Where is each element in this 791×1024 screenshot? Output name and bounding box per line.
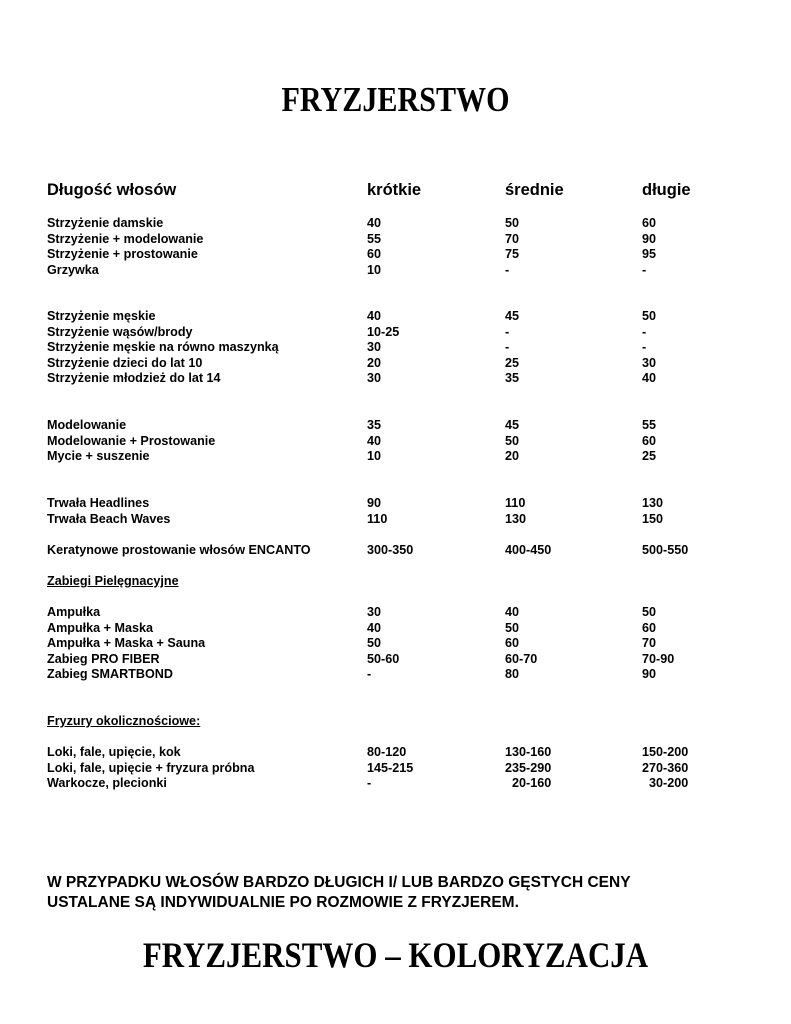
price-row [0, 356, 791, 372]
price-short: 30 [367, 340, 382, 354]
price-short: 90 [367, 496, 382, 510]
price-medium: 25 [505, 355, 520, 370]
price-short: 40 [367, 620, 382, 635]
price-row [0, 543, 791, 559]
price-long: 130 [642, 496, 664, 510]
price-row [0, 371, 791, 387]
price-short: 145-215 [367, 760, 414, 775]
price-row [0, 434, 791, 450]
price-short: 10 [367, 449, 382, 463]
price-medium: 20-160 [512, 776, 552, 790]
service-name: Grzywka [47, 262, 99, 277]
price-row [0, 216, 791, 232]
price-row [0, 496, 791, 512]
price-row [0, 745, 791, 761]
price-long: 50 [642, 309, 657, 323]
price-short: 10-25 [367, 324, 400, 339]
service-name: Loki, fale, upięcie + fryzura próbna [47, 760, 255, 775]
price-short: - [367, 667, 372, 681]
price-row [0, 325, 791, 341]
price-medium: 50 [505, 620, 520, 635]
column-header-row [0, 181, 791, 203]
price-long: 70-90 [642, 651, 675, 666]
service-name: Strzyżenie młodzież do lat 14 [47, 371, 221, 385]
price-medium: 50 [505, 433, 520, 448]
price-long: 150-200 [642, 745, 689, 759]
price-medium: 40 [505, 605, 520, 619]
service-name: Ampułka [47, 605, 101, 619]
price-short: 35 [367, 418, 382, 432]
price-long: 500-550 [642, 543, 689, 557]
service-name: Trwała Headlines [47, 496, 150, 510]
price-long: - [642, 262, 647, 277]
service-name: Strzyżenie + modelowanie [47, 231, 204, 246]
price-short: 40 [367, 216, 382, 230]
price-row [0, 232, 791, 248]
service-name: Strzyżenie męskie na równo maszynką [47, 340, 279, 354]
price-medium: 400-450 [505, 543, 552, 557]
price-short: - [367, 776, 372, 790]
price-row [0, 667, 791, 683]
price-long: 25 [642, 449, 657, 463]
price-long: 40 [642, 371, 657, 385]
price-medium: 235-290 [505, 760, 552, 775]
service-name: Warkocze, plecionki [47, 776, 167, 790]
service-name: Trwała Beach Waves [47, 511, 171, 526]
price-long: 30 [642, 355, 657, 370]
service-name: Zabieg SMARTBOND [47, 667, 173, 681]
price-short: 300-350 [367, 543, 414, 557]
price-long: 270-360 [642, 760, 689, 775]
price-medium: 50 [505, 216, 520, 230]
price-short: 110 [367, 511, 388, 526]
price-short: 20 [367, 355, 382, 370]
price-short: 40 [367, 433, 382, 448]
price-row [0, 340, 791, 356]
price-short: 30 [367, 605, 382, 619]
price-row [0, 776, 791, 792]
price-medium: 45 [505, 309, 520, 323]
price-long: 70 [642, 636, 657, 650]
price-medium: 130 [505, 511, 527, 526]
price-medium: 60-70 [505, 651, 538, 666]
price-medium: 130-160 [505, 745, 552, 759]
price-long: 90 [642, 231, 657, 246]
price-row [0, 652, 791, 668]
care-section-heading: Zabiegi Pielęgnacyjne [47, 574, 179, 588]
price-row [0, 247, 791, 263]
price-long: 60 [642, 433, 657, 448]
column-header-long: długie [642, 181, 691, 199]
service-name: Strzyżenie męskie [47, 309, 156, 323]
price-short: 80-120 [367, 745, 407, 759]
price-long: - [642, 324, 647, 339]
price-long: 55 [642, 418, 657, 432]
price-row [0, 761, 791, 777]
service-name: Modelowanie + Prostowanie [47, 433, 216, 448]
price-medium: 110 [505, 496, 526, 510]
column-header-medium: średnie [505, 181, 564, 199]
price-medium: 20 [505, 449, 520, 463]
service-name: Strzyżenie + prostowanie [47, 247, 198, 261]
price-row [0, 309, 791, 325]
price-long: 50 [642, 605, 657, 619]
price-medium: 75 [505, 247, 520, 261]
service-name: Mycie + suszenie [47, 449, 150, 463]
page-title: FRYZJERSTWO [281, 80, 510, 119]
price-long: 90 [642, 667, 657, 681]
price-short: 55 [367, 231, 382, 246]
column-header-short: krótkie [367, 181, 422, 199]
service-name: Strzyżenie damskie [47, 216, 164, 230]
pricing-notice [47, 873, 767, 913]
service-name: Strzyżenie wąsów/brody [47, 324, 193, 339]
price-medium: - [505, 324, 510, 339]
price-long: 95 [642, 247, 657, 261]
service-name: Keratynowe prostowanie włosów ENCANTO [47, 543, 311, 557]
price-medium: - [505, 340, 510, 354]
price-row [0, 512, 791, 528]
price-short: 40 [367, 309, 382, 323]
service-name: Zabieg PRO FIBER [47, 651, 160, 666]
service-name: Ampułka + Maska [47, 620, 154, 635]
price-row [0, 621, 791, 637]
column-header-length: Długość włosów [47, 181, 177, 199]
price-row [0, 263, 791, 279]
price-long: - [642, 340, 647, 354]
notice-line-1: W PRZYPADKU WŁOSÓW BARDZO DŁUGICH I/ LUB BARDZO GĘSTYCH CENY [47, 874, 631, 891]
price-short: 60 [367, 247, 382, 261]
price-medium: 45 [505, 418, 520, 432]
notice-line-2: USTALANE SĄ INDYWIDUALNIE PO ROZMOWIE Z FRYZJEREM. [47, 894, 519, 911]
price-short: 10 [367, 262, 382, 277]
price-row [0, 605, 791, 621]
service-name: Modelowanie [47, 418, 127, 432]
price-long: 60 [642, 216, 657, 230]
price-row [0, 418, 791, 434]
price-medium: 80 [505, 667, 520, 681]
price-medium: 60 [505, 636, 520, 650]
price-row [0, 449, 791, 465]
price-short: 50-60 [367, 651, 400, 666]
service-name: Loki, fale, upięcie, kok [47, 745, 181, 759]
service-name: Ampułka + Maska + Sauna [47, 636, 206, 650]
price-short: 30 [367, 371, 382, 385]
price-medium: 35 [505, 371, 520, 385]
price-short: 50 [367, 636, 382, 650]
service-name: Strzyżenie dzieci do lat 10 [47, 355, 203, 370]
price-long: 30-200 [649, 776, 689, 790]
price-long: 150 [642, 511, 664, 526]
section-title-coloring: FRYZJERSTWO – KOLORYZACJA [142, 935, 649, 975]
price-row [0, 636, 791, 652]
price-medium: 70 [505, 231, 520, 246]
occasion-section-heading: Fryzury okolicznościowe: [47, 714, 201, 728]
price-long: 60 [642, 620, 657, 635]
price-medium: - [505, 262, 510, 277]
